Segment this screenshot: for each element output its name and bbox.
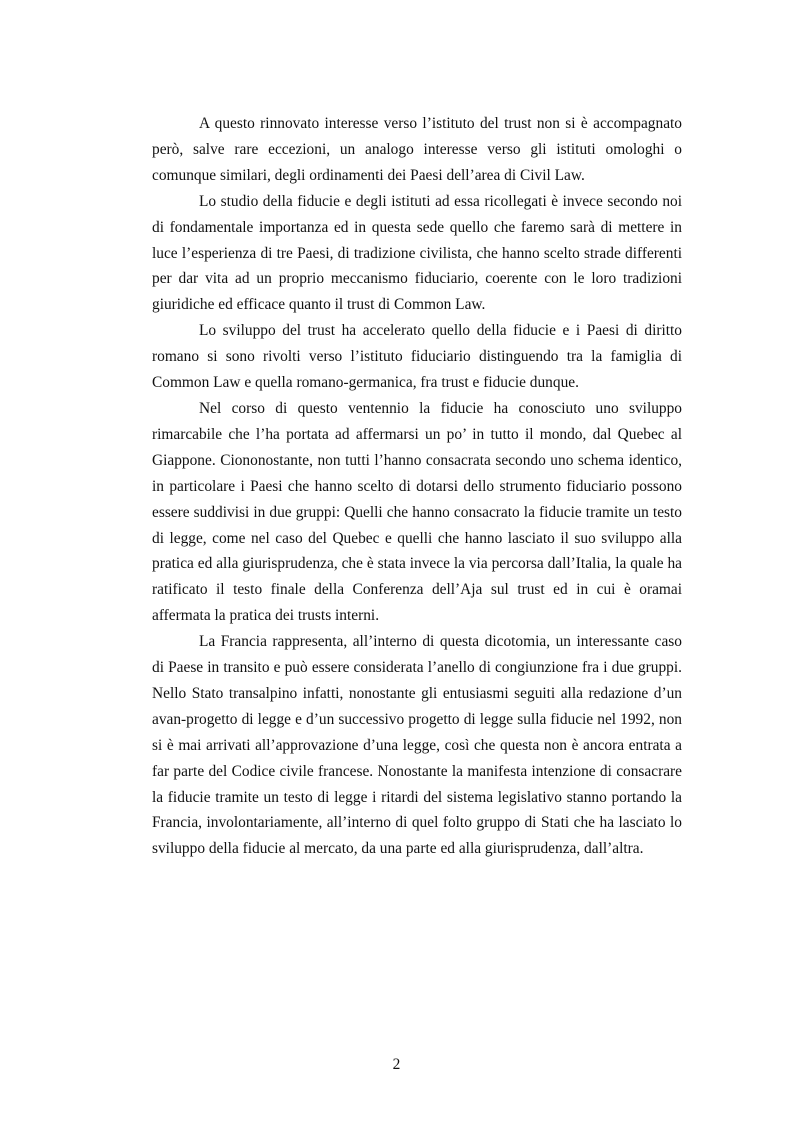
- paragraph: Lo sviluppo del trust ha accelerato quello della fiducie e i Paesi di diritto romano si sono rivolti verso l’istituto fiduciario distinguendo tra la famiglia di Common Law e quella romano-germanica, fra trust e fiducie dunque.: [152, 322, 682, 392]
- page-number: 2: [392, 1056, 401, 1073]
- paragraph: Nel corso di questo ventennio la fiducie ha conosciuto uno sviluppo rimarcabile che l’ha portata ad affermarsi un po’ in tutto il mondo, dal Quebec al Giappone. Ciononostante, non tutti l’hanno consacrata secondo uno schema identico, in particolare i Paesi che hanno scelto di dotarsi dello strumento fiduciario possono essere suddivisi in due gruppi: Quelli che hanno consacrato la fiducie tramite un testo di legge, come nel caso del Quebec e quelli che hanno lasciato il suo sviluppo alla pratica ed alla giurisprudenza, che è stata invece la via percorsa dall’Italia, la quale ha ratificato il testo finale della Conferenza dell’Aja sul trust ed in cui è oramai affermata la pratica dei trusts interni.: [152, 399, 682, 625]
- paragraph: Lo studio della fiducie e degli istituti ad essa ricollegati è invece secondo noi di fondamentale importanza ed in questa sede quello che faremo sarà di mettere in luce l’esperienza di tre Paesi, di tradizione civilista, che hanno scelto strade differenti per dar vita ad un proprio meccanismo fiduciario, coerente con le loro tradizioni giuridiche ed efficace quanto il trust di Common Law.: [152, 192, 682, 314]
- paragraph: A questo rinnovato interesse verso l’istituto del trust non si è accompagnato però, salve rare eccezioni, un analogo interesse verso gli istituti omologhi o comunque similari, degli ordinamenti dei Paesi dell’area di Civil Law.: [152, 115, 682, 184]
- paragraph: La Francia rappresenta, all’interno di questa dicotomia, un interessante caso di Paese in transito e può essere considerata l’anello di congiunzione fra i due gruppi. Nello Stato transalpino infatti, nonostante gli entusiasmi seguiti alla redazione d’un avan-progetto di legge e d’un successivo progetto di legge sulla fiducie nel 1992, non si è mai arrivati all’approvazione d’una legge, così che questa non è ancora entrata a far parte del Codice civile francese. Nonostante la manifesta intenzione di consacrare la fiducie tramite un testo di legge i ritardi del sistema legislativo stanno portando la Francia, involontariamente, all’interno di quel folto gruppo di Stati che ha lasciato lo sviluppo della fiducie al mercato, da una parte ed alla giurisprudenza, dall’altra.: [152, 633, 682, 858]
- body-text: [152, 111, 682, 862]
